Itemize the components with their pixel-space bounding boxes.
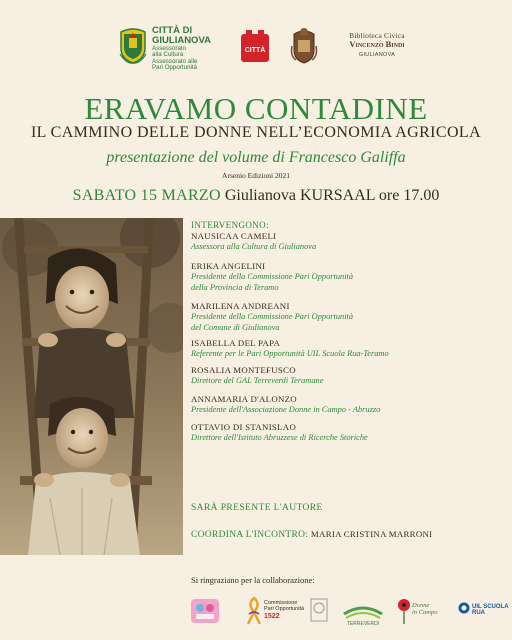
speaker-item (191, 365, 506, 386)
giulianova-crest-icon (118, 26, 148, 64)
speaker-role: del Comune di Giulianova (191, 322, 280, 332)
speaker-role: Presidente della Commissione Pari Opportunità (191, 272, 354, 282)
comune-sub-line1: Assessorato (152, 44, 187, 52)
speaker-role: Referente per le Pari Opportunità UIL Scuola Rua-Teramo (191, 349, 389, 359)
thanks-line: Si ringraziano per la collaborazione: (191, 575, 315, 585)
moderator-line (191, 529, 432, 540)
speaker-item (191, 422, 506, 443)
speaker-role: Presidente della Commissione Pari Opportunità (191, 312, 354, 322)
poppy-flower-icon (394, 596, 414, 626)
comune-title-line2: GIULIANOVA (152, 34, 211, 46)
comune-sub-line4: Pari Opportunità (152, 64, 198, 72)
speaker-item (191, 301, 506, 333)
speaker-role: della Provincia di Teramo (191, 282, 279, 292)
citta-logo-icon (238, 30, 272, 64)
speaker-name: OTTAVIO DI STANISLAO (191, 421, 297, 432)
speaker-name: MARILENA ANDREANI (191, 301, 290, 312)
speakers-list (191, 220, 506, 448)
comune-sub-line2: alla Cultura (152, 51, 184, 59)
speaker-name: NAUSICAA CAMELI (191, 231, 277, 241)
biblioteca-text (322, 32, 432, 58)
citta-logo-text: CITTÀ (244, 47, 266, 54)
historical-photo (0, 218, 183, 555)
header-logos (0, 20, 512, 82)
commissione-number: 1522 (264, 612, 280, 620)
comune-giulianova-text (152, 26, 242, 72)
moderator-name: MARIA CRISTINA MARRONI (310, 529, 433, 539)
ribbon-icon (245, 596, 263, 626)
speaker-name: ROSALIA MONTEFUSCO (191, 364, 296, 375)
commissione-text (264, 600, 304, 621)
terreverdi-logo-icon (342, 600, 384, 626)
donne-campo-line2: in Campo (412, 609, 438, 617)
uil-scuola-text: UIL SCUOLA RUA (472, 604, 509, 616)
biblioteca-line3: GIULIANOVA (358, 51, 396, 58)
speaker-item (191, 394, 506, 415)
event-date: SABATO 15 MARZO (72, 187, 221, 204)
comune-title-line1: CITTÀ DI (152, 25, 193, 36)
uil-logo-icon (458, 602, 470, 614)
event-date-place (0, 188, 512, 204)
commissione-line1: Commissione (264, 600, 298, 606)
moderator-label: COORDINA L'INCONTRO: (191, 530, 309, 540)
speakers-label: INTERVENGONO: (191, 220, 269, 230)
publisher-line: Arsenio Edizioni 2021 (222, 171, 290, 180)
speaker-role: Direttore del GAL Terreverdi Teramane (191, 375, 324, 385)
terreverdi-label: TERREVERDI (346, 621, 380, 626)
donne-campo-line1: Donne (412, 602, 430, 609)
speaker-item (191, 231, 506, 252)
biblioteca-line2: Vincenzo Bindi (349, 39, 405, 50)
speaker-item (191, 338, 506, 359)
biblioteca-crest-icon (290, 26, 318, 64)
speaker-name: ISABELLA DEL PAPA (191, 338, 281, 349)
women-on-ladder-image (0, 218, 183, 555)
event-title: ERAVAMO CONTADINE (84, 91, 428, 126)
sponsor-logos (190, 592, 510, 632)
presentation-line: presentazione del volume di Francesco Galiffa (106, 149, 406, 166)
speaker-role: Assessora alla Cultura di Giulianova (191, 241, 317, 251)
speaker-item (191, 261, 506, 293)
event-place-time: Giulianova KURSAAL ore 17.00 (224, 187, 440, 204)
comune-sub-line3: Assessorato alle (152, 57, 198, 65)
speaker-name: ANNAMARIA D'ALONZO (191, 394, 297, 405)
donne-in-campo-text (412, 602, 437, 616)
municipal-emblem-icon (308, 596, 330, 624)
author-present-note: SARÀ PRESENTE L'AUTORE (191, 503, 323, 513)
commissione-line2: Pari Opportunità (264, 606, 305, 613)
speaker-role: Direttore dell'Istituto Abruzzese di Ricerche Storiche (191, 432, 368, 442)
event-subtitle: IL CAMMINO DELLE DONNE NELL’ECONOMIA AGRICOLA (30, 124, 482, 141)
biblioteca-line1: Biblioteca Civica (349, 31, 405, 40)
speaker-name: ERIKA ANGELINI (191, 261, 266, 272)
pari-opportunita-provincia-logo-icon (190, 598, 220, 624)
speaker-role: Presidente dell'Associazione Donne in Campo - Abruzzo (191, 405, 381, 415)
